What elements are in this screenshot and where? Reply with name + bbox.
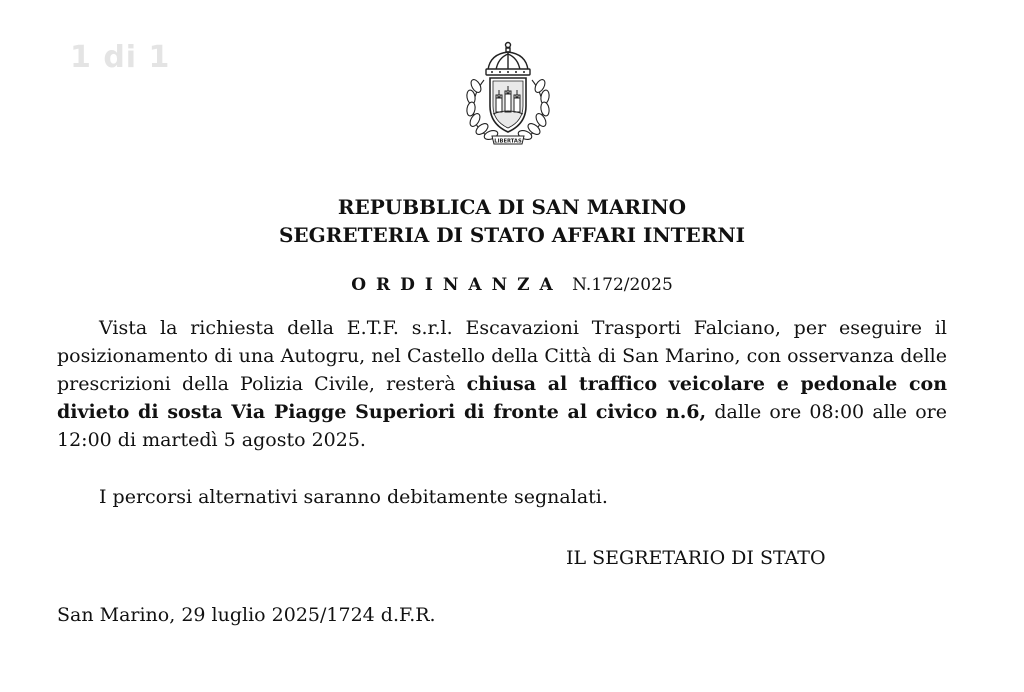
coat-of-arms-icon xyxy=(462,40,554,152)
body-text-part1: Vista la richiesta della E.T.F. s.r.l. Escavazioni Trasporti Falciano, per eseguire il posizionamento di una Autogru, nel Castello della Città di San Marino, con osservanza delle prescrizioni della Polizia Civile, resterà xyxy=(57,317,947,395)
ordinance-body xyxy=(57,314,947,454)
page-indicator: 1 di 1 xyxy=(70,40,171,75)
body-text-bold: chiusa al traffico veicolare e pedonale con divieto di sosta Via Piagge Superiori di fronte al civico n.6, xyxy=(57,373,948,423)
motto-text: LIBERTAS xyxy=(494,138,522,145)
signature-title: IL SEGRETARIO DI STATO xyxy=(566,547,826,569)
ordinance-number: N.172/2025 xyxy=(572,275,673,295)
republic-title: REPUBBLICA DI SAN MARINO xyxy=(337,195,687,219)
ordinance-line xyxy=(0,272,1024,298)
body-text-part2: dalle ore 08:00 alle ore 12:00 di martedì 5 agosto 2025. xyxy=(57,401,947,451)
secretariat-title: SEGRETERIA DI STATO AFFARI INTERNI xyxy=(278,223,746,247)
alternative-routes-text: I percorsi alternativi saranno debitamente segnalati. xyxy=(99,486,608,508)
ordinance-label: ORDINANZA xyxy=(351,275,563,295)
place-date: San Marino, 29 luglio 2025/1724 d.F.R. xyxy=(57,604,436,626)
